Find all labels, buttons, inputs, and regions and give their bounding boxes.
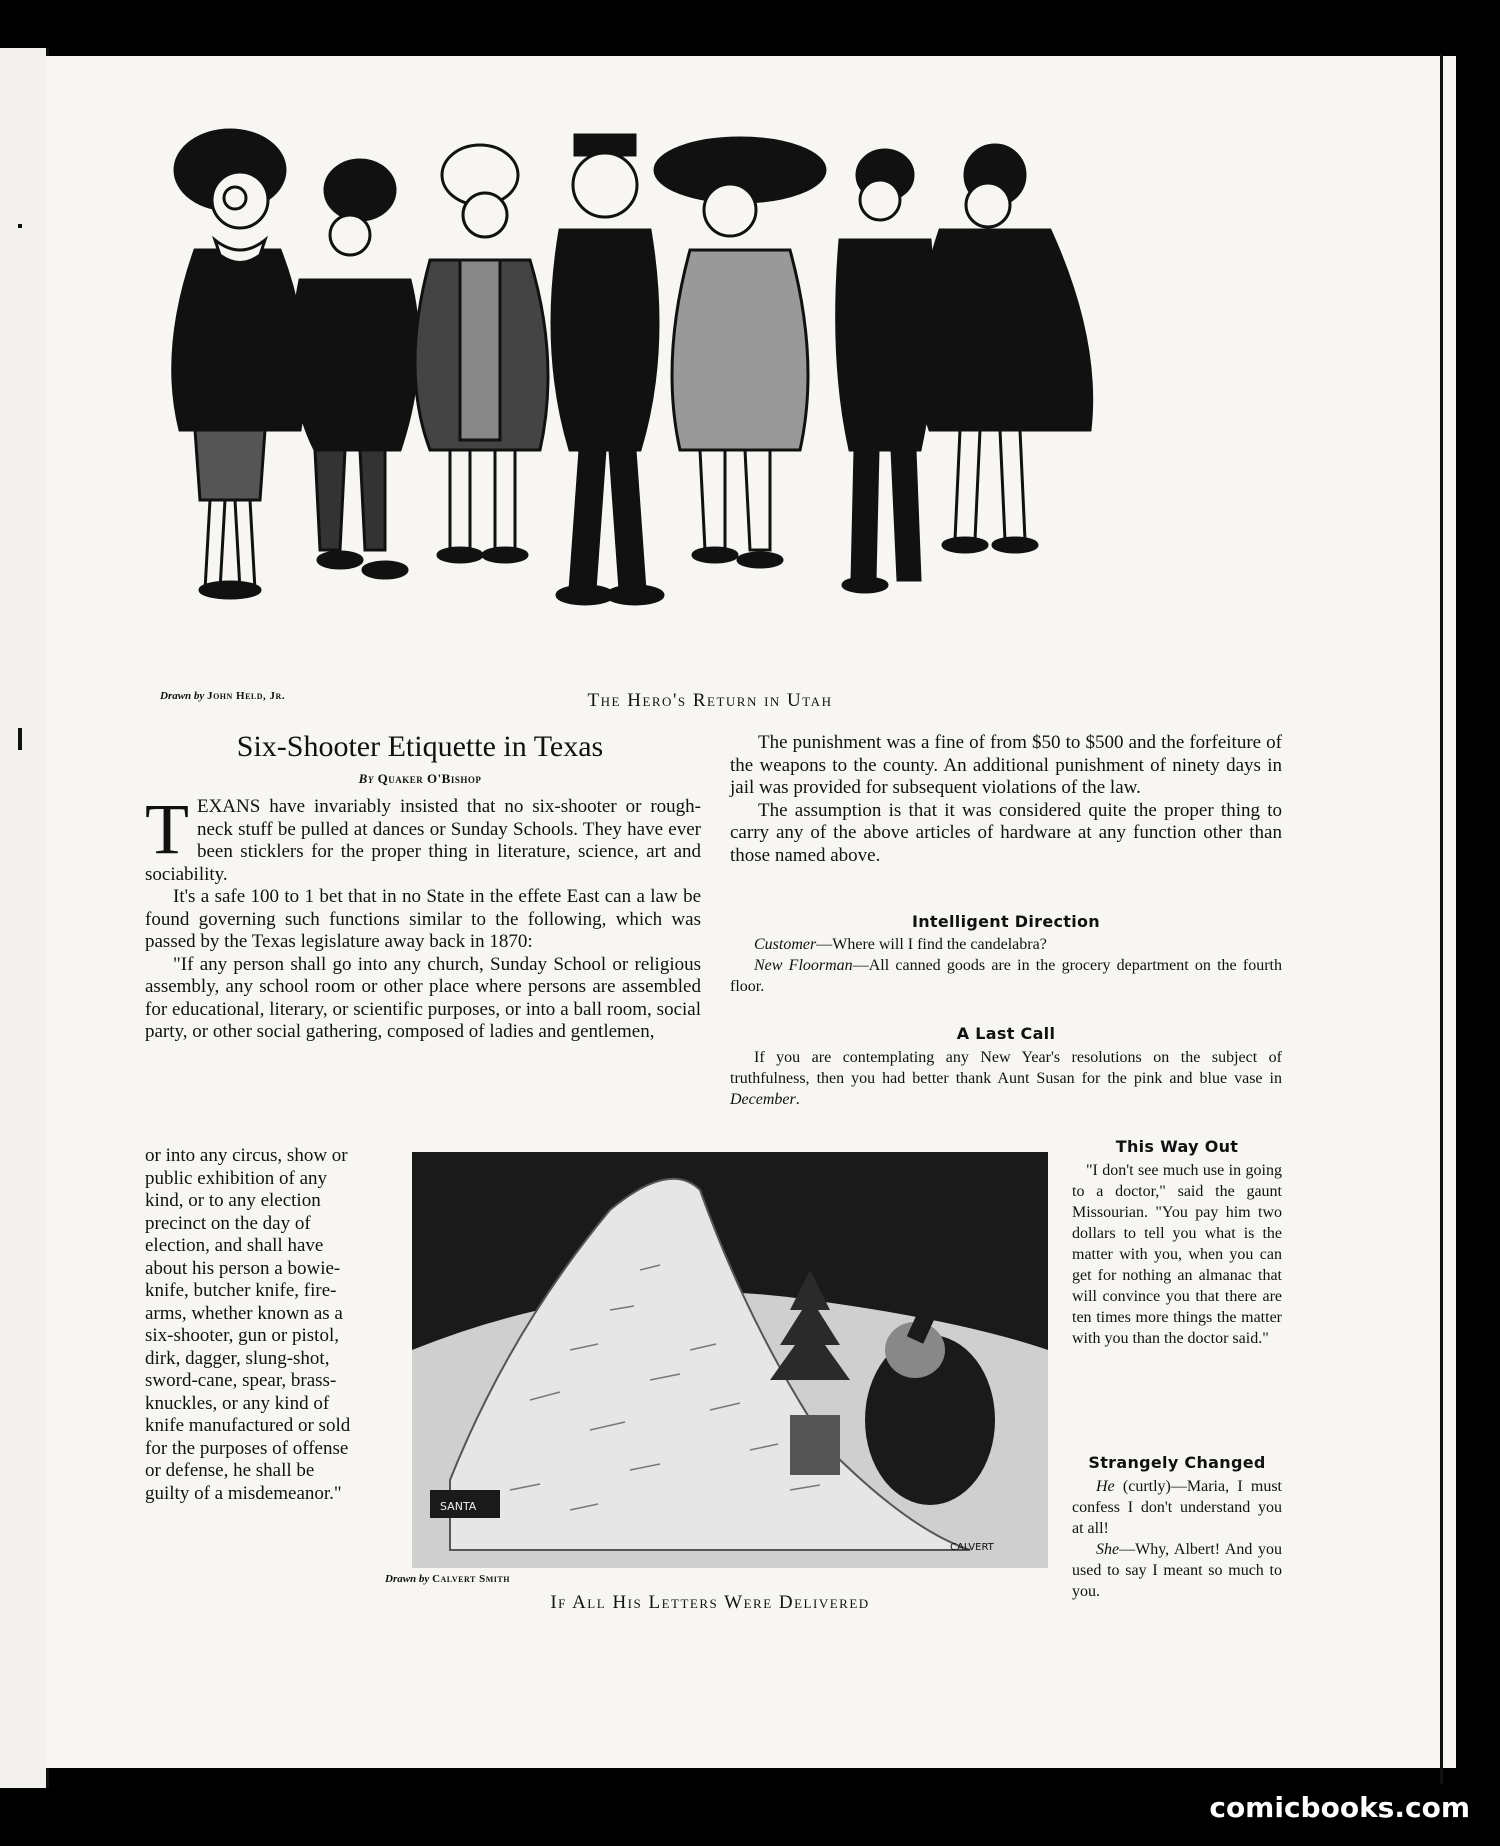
article-paragraph: It's a safe 100 to 1 bet that in no State in the effete East can a law be found governing such functions similar to the following, which was passed by the Texas legislature away back in 1870: bbox=[145, 886, 701, 952]
credit-name: John Held, Jr. bbox=[207, 690, 286, 702]
article-paragraph: EXANS have invariably insisted that no six-shooter or rough-neck stuff be pulled at dances or Sunday Schools. They have ever been sticklers for the proper thing in literature, science, art and sociability. bbox=[145, 796, 701, 885]
last-call-heading: A Last Call bbox=[956, 1024, 1056, 1043]
article-body-narrow: or into any circus, show or public exhibition of any kind, or to any election precinct on the day of election, and shall have about his person a bowie-knife, butcher knife, fire-arms, whether known as a six-shooter, gun or pistol, dirk, dagger, slung-shot, sword-cane, spear, brass-knuckles, or any kind of knife manufactured or sold for the purposes of offense or defense, he shall be guilty of a misdemeanor." bbox=[145, 1145, 351, 1504]
dialogue: (curtly)—Maria, I must confess I don't understand you at all! bbox=[1072, 1478, 1282, 1537]
speaker: New Floorman bbox=[754, 957, 853, 974]
dialogue: —Where will I find the candelabra? bbox=[816, 936, 1047, 953]
intelligent-direction-heading: Intelligent Direction bbox=[911, 912, 1101, 931]
article-paragraph: The assumption is that it was considered quite the proper thing to carry any of the above articles of hardware at any function other than those named above. bbox=[730, 799, 1282, 866]
speaker: She bbox=[1096, 1541, 1120, 1558]
credit-name: Calvert Smith bbox=[432, 1573, 510, 1585]
strangely-changed-text bbox=[1072, 1476, 1282, 1602]
bottom-cartoon-credit bbox=[385, 1573, 510, 1585]
left-page-edge bbox=[0, 48, 49, 1788]
this-way-out-heading: This Way Out bbox=[1115, 1137, 1239, 1156]
dropcap-letter: T bbox=[145, 789, 189, 869]
last-call-body: If you are contemplating any New Year's resolutions on the subject of truthfulness, then you had better thank Aunt Susan for the pink and blue vase in bbox=[730, 1049, 1282, 1087]
spine-mark bbox=[18, 728, 22, 750]
intelligent-direction-text bbox=[730, 934, 1282, 997]
last-call-text bbox=[730, 1047, 1282, 1110]
mailbox-label: SANTA bbox=[440, 1500, 477, 1513]
top-cartoon-illustration bbox=[140, 120, 1290, 690]
bottom-cartoon-caption: If All His Letters Were Delivered bbox=[550, 1592, 870, 1613]
speaker: He bbox=[1096, 1478, 1115, 1495]
article-paragraph: The punishment was a fine of from $50 to $500 and the forfeiture of the weapons to the county. An additional punishment of ninety days in jail was provided for subsequent violations of the law. bbox=[730, 732, 1282, 798]
article-body-right bbox=[730, 732, 1282, 867]
last-call-emphasis: December bbox=[730, 1091, 796, 1108]
last-call-end: . bbox=[795, 1091, 800, 1108]
byline-name: Quaker O'Bishop bbox=[377, 771, 482, 786]
credit-prefix: Drawn by bbox=[385, 1573, 430, 1585]
top-cartoon-credit bbox=[160, 690, 285, 702]
spine-mark bbox=[18, 224, 22, 228]
page-edge-rule bbox=[1440, 54, 1443, 1784]
artist-signature: CALVERT bbox=[950, 1542, 994, 1553]
article-body-wide bbox=[145, 789, 701, 1044]
byline-prefix: By bbox=[358, 771, 374, 786]
article-byline bbox=[140, 771, 700, 787]
speaker: Customer bbox=[754, 936, 817, 953]
dialogue: —All canned goods are in the grocery department on the fourth floor. bbox=[730, 957, 1282, 995]
dialogue: —Why, Albert! And you used to say I meant so much to you. bbox=[1072, 1541, 1282, 1600]
bottom-cartoon-illustration bbox=[410, 1150, 1050, 1570]
credit-prefix: Drawn by bbox=[160, 690, 205, 702]
article-paragraph: "If any person shall go into any church, Sunday School or religious assembly, any school room or other place where persons are assembled for educational, literary, or scientific purposes, or into a ball room, social party, or other social gathering, composed of ladies and gentlemen, bbox=[145, 953, 701, 1042]
strangely-changed-heading: Strangely Changed bbox=[1088, 1453, 1266, 1472]
article-title: Six-Shooter Etiquette in Texas bbox=[236, 730, 604, 763]
top-cartoon-caption: The Hero's Return in Utah bbox=[587, 690, 833, 711]
this-way-out-text: "I don't see much use in going to a doctor," said the gaunt Missourian. "You pay him two dollars to tell you what is the matter with you, when you can get for nothing an almanac that will convince you that there are ten times more things the matter with you than the doctor said." bbox=[1072, 1162, 1282, 1347]
site-watermark: comicbooks.com bbox=[1209, 1791, 1470, 1824]
